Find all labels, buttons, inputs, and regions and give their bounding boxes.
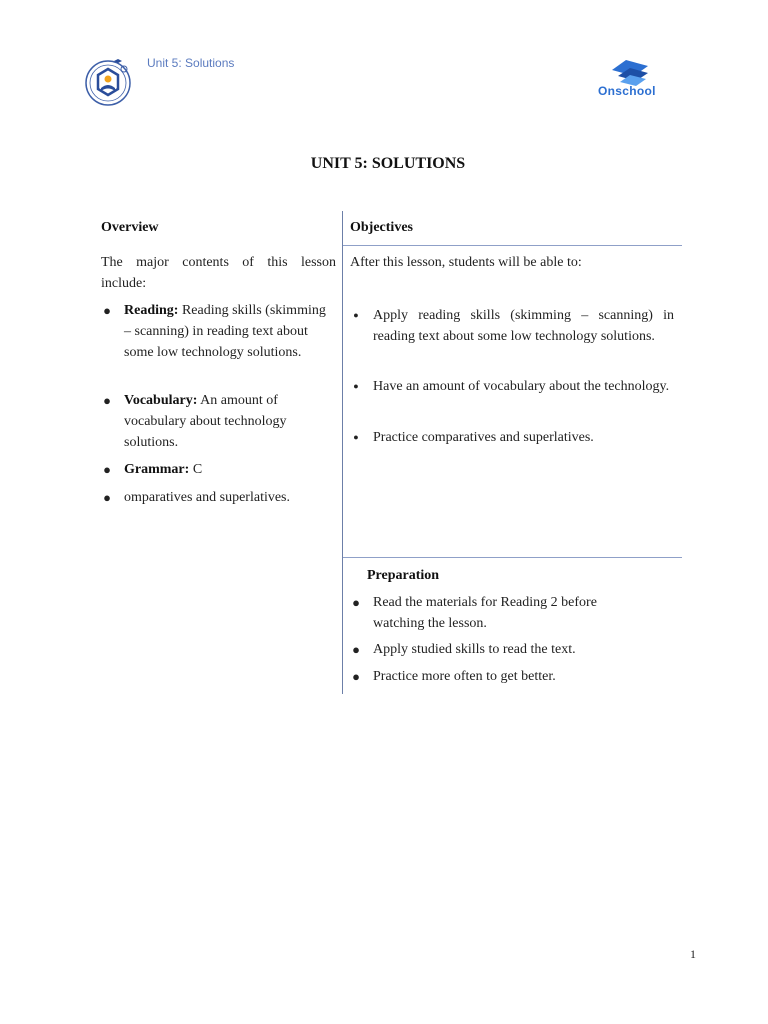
school-seal-logo <box>84 55 134 109</box>
overview-item-label: Grammar: <box>124 462 190 477</box>
page-title: UNIT 5: SOLUTIONS <box>310 155 466 172</box>
bullet-icon: ● <box>103 490 111 505</box>
bullet-icon: ● <box>352 595 360 610</box>
overview-intro-line2: include: <box>101 276 147 291</box>
bullet-icon: ● <box>353 432 359 442</box>
bullet-icon: ● <box>353 310 359 320</box>
preparation-heading: Preparation <box>367 568 440 583</box>
preparation-item <box>352 592 643 634</box>
preparation-top-rule <box>343 557 682 558</box>
overview-item-grammar <box>103 459 334 480</box>
objectives-heading: Objectives <box>350 220 413 235</box>
preparation-item-text: Practice more often to get better. <box>373 669 556 684</box>
objectives-item-text: Apply reading skills (skimming – scanning) in reading text about some low technology solutions. <box>373 308 674 344</box>
objectives-item-text: Have an amount of vocabulary about the technology. <box>373 379 670 394</box>
overview-item-label: Vocabulary: <box>124 393 198 408</box>
overview-item-vocabulary <box>103 390 334 453</box>
objectives-header-rule <box>343 245 682 246</box>
objectives-item <box>353 376 674 397</box>
objectives-item-text: Practice comparatives and superlatives. <box>373 430 594 445</box>
overview-item-label: Reading: <box>124 303 179 318</box>
objectives-item <box>353 427 674 448</box>
preparation-item <box>352 666 663 687</box>
overview-item-text: Reading skills (skimming – scanning) in reading text about some low technology solutions. <box>124 303 326 360</box>
bullet-icon: ● <box>103 462 111 477</box>
objectives-intro: After this lesson, students will be able to: <box>350 255 582 270</box>
column-divider <box>342 211 343 694</box>
bullet-icon: ● <box>103 303 111 318</box>
overview-item-text: C <box>192 462 203 477</box>
overview-item-text: An amount of vocabulary about technology solutions. <box>124 393 287 450</box>
objectives-item <box>353 305 674 347</box>
preparation-item-text: Read the materials for Reading 2 before watching the lesson. <box>373 595 597 631</box>
page-number: 1 <box>690 947 696 961</box>
overview-intro-line1: The major contents of this lesson <box>101 255 336 270</box>
brand-name: Onschool <box>598 84 656 98</box>
preparation-item <box>352 639 663 660</box>
overview-heading: Overview <box>101 220 159 235</box>
bullet-icon: ● <box>103 393 111 408</box>
bullet-icon: ● <box>352 669 360 684</box>
bullet-icon: ● <box>353 381 359 391</box>
overview-item-reading <box>103 300 334 363</box>
header-unit-label: Unit 5: Solutions <box>147 56 235 70</box>
bullet-icon: ● <box>352 642 360 657</box>
preparation-item-text: Apply studied skills to read the text. <box>373 642 576 657</box>
overview-item-comparatives <box>103 487 334 508</box>
overview-item-text: omparatives and superlatives. <box>124 490 291 505</box>
